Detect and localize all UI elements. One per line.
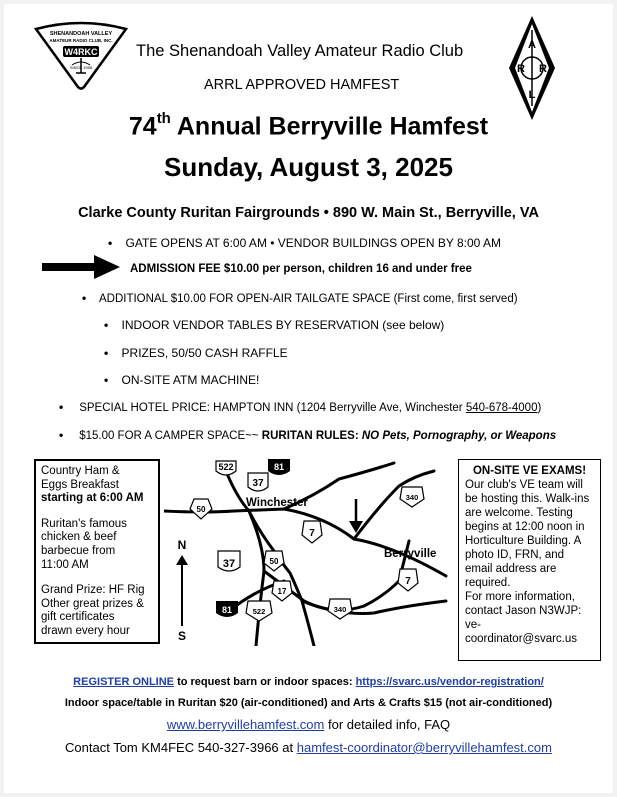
food-line-1: Country Ham &: [41, 465, 120, 477]
logo-since-text: SINCE 1958: [69, 65, 93, 70]
food-line-2: Eggs Breakfast: [41, 478, 119, 491]
ve-exams-box: [458, 459, 601, 661]
shield-7-right: [398, 569, 418, 591]
svg-text:7: 7: [309, 528, 315, 539]
bullet-prizes: • PRIZES, 50/50 CASH RAFFLE: [104, 346, 288, 360]
shield-340-top: [400, 487, 424, 507]
shield-37-top: [248, 473, 268, 491]
food-box: [34, 459, 160, 644]
ve-line-8: required.: [465, 577, 511, 589]
shield-37-bottom: [218, 551, 240, 571]
event-name: Annual Berryville Hamfest: [170, 112, 489, 141]
bullet-camper: • $15.00 FOR A CAMPER SPACE~~ RURITAN RULES: NO Pets, Pornography, or Weapons: [59, 428, 557, 442]
arrow-right-icon: [42, 255, 122, 279]
arrl-letter-r2: R: [539, 63, 547, 75]
event-ordinal: 74: [128, 112, 157, 141]
svg-text:7: 7: [405, 576, 411, 587]
shield-522-top: [216, 461, 236, 475]
ve-line-2: be hosting this. Walk-ins: [465, 493, 590, 505]
food-line-3: starting at 6:00 AM: [41, 492, 144, 505]
register-text: to request barn or indoor spaces:: [174, 676, 356, 688]
bbq-line-4: 11:00 AM: [41, 558, 89, 571]
arrl-approved: ARRL APPROVED HAMFEST: [204, 77, 400, 93]
shield-81-top: [268, 459, 290, 475]
register-url-link[interactable]: https://svarc.us/vendor-registration/: [355, 676, 544, 688]
club-name: The Shenandoah Valley Amateur Radio Club: [136, 42, 464, 60]
website-line: [0, 717, 617, 732]
svg-text:37: 37: [252, 478, 264, 489]
shield-522-bottom: [246, 601, 272, 621]
register-line: [0, 676, 617, 688]
bbq-line-3: barbecue from: [41, 544, 116, 557]
map-south: S: [177, 629, 187, 643]
bullet-admission: ADMISSION FEE $10.00 per person, children 16 and under free: [130, 263, 472, 275]
shield-81-bottom: [216, 601, 238, 617]
svg-text:50: 50: [196, 505, 206, 514]
ve-line-3: are welcome. Testing: [465, 507, 573, 519]
event-ordinal-suffix: th: [156, 110, 171, 127]
website-link[interactable]: www.berryvillehamfest.com: [166, 717, 325, 732]
camper-text: $15.00 FOR A CAMPER SPACE~~: [79, 430, 262, 442]
prize-line-1: Grand Prize: HF Rig: [41, 584, 145, 597]
svg-text:522: 522: [218, 462, 234, 472]
logo-sub-text: AMATEUR RADIO CLUB, INC.: [49, 38, 113, 43]
bullet-hotel-text: SPECIAL HOTEL PRICE: HAMPTON INN (1204 Berryville Ave, Winchester: [79, 402, 466, 414]
map-label-winchester: Winchester: [246, 497, 308, 509]
svg-text:522: 522: [252, 607, 266, 616]
website-text: for detailed info, FAQ: [324, 717, 451, 732]
ve-line-1: Our club's VE team will: [465, 479, 583, 491]
bullet-prizes-text: PRIZES, 50/50 CASH RAFFLE: [121, 346, 288, 360]
ve-line-9: For more information,: [465, 591, 575, 603]
ruritan-rules-list: NO Pets, Pornography, or Weapons: [361, 430, 557, 442]
contact-line: [0, 740, 617, 755]
bullet-indoor: • INDOOR VENDOR TABLES BY RESERVATION (see below): [104, 318, 445, 332]
svg-text:17: 17: [277, 587, 287, 596]
logo-top-text: SHENANDOAH VALLEY: [49, 31, 113, 37]
shield-50-left: [190, 499, 212, 519]
shield-340-bottom: [328, 599, 352, 619]
map-label-berryville: Berryville: [384, 548, 437, 560]
event-date: Sunday, August 3, 2025: [164, 152, 453, 182]
logo-call-text: W4RKC: [64, 47, 98, 57]
svg-text:340: 340: [333, 605, 347, 614]
ve-line-4: begins at 12:00 noon in: [465, 521, 585, 533]
ve-line-7: email address are: [465, 563, 557, 575]
shield-50-bottom: [264, 551, 284, 571]
bullet-atm-text: ON-SITE ATM MACHINE!: [121, 373, 260, 387]
ve-line-5: Horticulture Building. A: [465, 535, 582, 547]
ve-line-6: photo ID, FRN, and: [465, 549, 565, 561]
bullet-tailgate-text: ADDITIONAL $10.00 FOR OPEN-AIR TAILGATE SPACE (First come, first served): [98, 293, 518, 305]
ruritan-rules: RURITAN RULES:: [261, 430, 362, 442]
svg-text:81: 81: [273, 462, 285, 472]
arrl-logo: [507, 14, 557, 122]
map-north: N: [177, 538, 187, 552]
bbq-line-2: chicken & beef: [41, 531, 117, 544]
svg-text:50: 50: [269, 557, 279, 566]
svg-text:340: 340: [405, 493, 419, 502]
shield-7-mid: [302, 521, 322, 543]
contact-text: Contact Tom KM4FEC 540-327-3966 at: [65, 740, 297, 755]
shield-17: [272, 581, 292, 601]
hotel-close: ): [537, 402, 542, 414]
arrl-letter-l: L: [528, 89, 536, 101]
arrl-letter-a: A: [528, 39, 536, 51]
prize-line-3: gift certificates: [41, 611, 115, 624]
register-online-link[interactable]: REGISTER ONLINE: [73, 676, 175, 688]
club-logo: [32, 21, 130, 91]
event-title: [4, 112, 613, 141]
prize-line-2: Other great prizes &: [41, 597, 144, 610]
email-link[interactable]: hamfest-coordinator@berryvillehamfest.com: [296, 740, 552, 755]
bullet-gate: • GATE OPENS AT 6:00 AM • VENDOR BUILDINGS OPEN BY 8:00 AM: [108, 236, 501, 250]
compass-arrow-icon: [176, 555, 188, 626]
hotel-phone: 540-678-4000: [465, 402, 538, 414]
ve-line-12: coordinator@svarc.us: [465, 633, 578, 645]
arrl-letter-r1: R: [517, 63, 525, 75]
bullet-hotel: • SPECIAL HOTEL PRICE: HAMPTON INN (1204 Berryville Ave, Winchester 540-678-4000): [59, 400, 542, 414]
ve-line-10: contact Jason N3WJP:: [465, 605, 582, 617]
bullet-gate-text: GATE OPENS AT 6:00 AM • VENDOR BUILDINGS OPEN BY 8:00 AM: [125, 236, 501, 250]
svg-text:37: 37: [222, 558, 236, 570]
event-location: Clarke County Ruritan Fairgrounds • 890 W. Main St., Berryville, VA: [78, 205, 539, 221]
prize-line-4: drawn every hour: [41, 624, 130, 637]
bullet-indoor-text: INDOOR VENDOR TABLES BY RESERVATION (see below): [121, 318, 445, 332]
ve-line-11: ve-: [465, 619, 481, 631]
flyer-page: [4, 4, 613, 793]
bullet-tailgate: • ADDITIONAL $10.00 FOR OPEN-AIR TAILGATE SPACE (First come, first served): [82, 291, 518, 305]
svg-text:81: 81: [221, 605, 233, 615]
bullet-atm: • ON-SITE ATM MACHINE!: [104, 373, 260, 387]
directions-map: [164, 451, 454, 646]
ve-exams-title: ON-SITE VE EXAMS!: [472, 465, 587, 477]
indoor-pricing: Indoor space/table in Ruritan $20 (air-conditioned) and Arts & Crafts $15 (not air-conditioned): [64, 697, 553, 709]
bbq-line-1: Ruritan's famous: [41, 517, 127, 530]
